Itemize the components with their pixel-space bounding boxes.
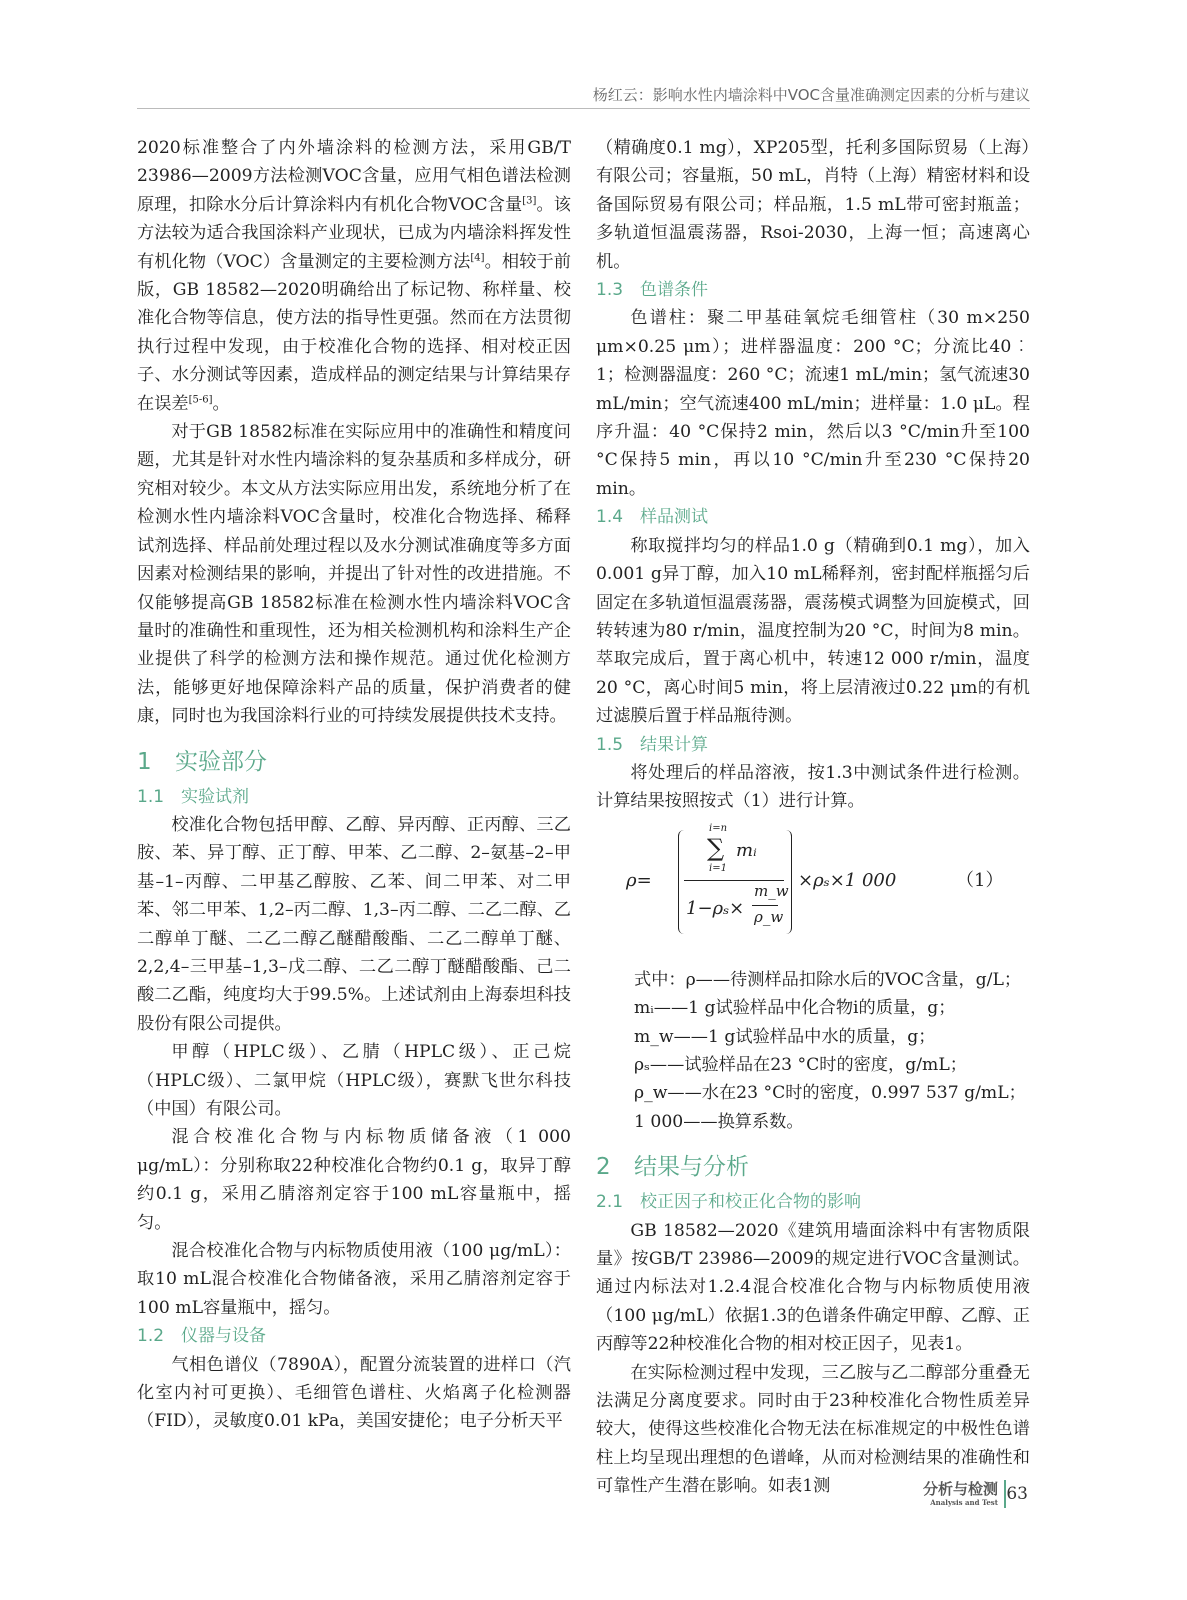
definition: 式中：ρ——待测样品扣除水后的VOC含量，g/L； xyxy=(634,969,1022,990)
heading-number: 2 xyxy=(596,1154,611,1181)
paragraph xyxy=(137,1351,571,1436)
text-run: 对于GB 18582标准在实际应用中的准确性和精度问题，尤其是针对水性内墙涂料的复杂基质和多样成分，研究相对较少。本文从方法实际应用出发，系统地分析了在检测水性内墙涂料VOC含量时，校准化合物选择、稀释试剂选择、样品前处理过程以及水分测试准确度等多方面因素对检测结果的影响，并提出了针对性的改进措施。不仅能够提高GB 18582标准在检测水性内墙涂料VOC含量时的准确性和重现性，还为相关检测机构和涂料生产企业提供了科学的检测方法和操作规范。通过优化检测方法，能够更好地保障涂料产品的质量，保护消费者的健康，同时也为我国涂料行业的可持续发展提供技术支持。 xyxy=(137,422,571,727)
heading-text: 结果计算 xyxy=(640,734,708,755)
heading-text: 样品测试 xyxy=(640,507,708,528)
heading-number: 1.3 xyxy=(596,280,624,301)
journal-name: 分析与检测 xyxy=(922,1480,998,1498)
running-header xyxy=(137,84,1030,109)
section-heading xyxy=(596,1150,1030,1184)
definition: ρₛ——试验样品在23 °C时的密度，g/mL； xyxy=(634,1054,967,1075)
heading-text: 校正因子和校正化合物的影响 xyxy=(640,1192,861,1213)
text-run: 校准化合物包括甲醇、乙醇、异丙醇、正丙醇、三乙胺、苯、异丁醇、正丁醇、甲苯、乙二醇、2–氨基–2–甲基–1–丙醇、二甲基乙醇胺、乙苯、间二甲苯、对二甲苯、邻二甲苯、1,2–丙二醇、1,3–丙二醇、二乙二醇、乙二醇单丁醚、二乙二醇乙醚醋酸酯、二乙二醇单丁醚、2,2,4–三甲基–1,3–戊二醇、二乙二醇丁醚醋酸酯、己二酸二乙酯，纯度均大于99.5%。上述试剂由上海泰坦科技股份有限公司提供。 xyxy=(137,814,571,1034)
symbol-definitions xyxy=(596,966,1030,1136)
paragraph xyxy=(596,1217,1030,1359)
subsection-heading xyxy=(137,783,571,811)
brackets xyxy=(678,830,792,934)
eq-sum-bottom: i=1 xyxy=(709,862,727,874)
text-run: 色谱柱：聚二甲基硅氧烷毛细管柱（30 m×250 μm×0.25 μm）；进样器温度：200 °C；分流比40︰1；检测器温度：260 °C；流速1 mL/min；氢气流速30 mL/min；空气流速400 mL/min；进样量：1.0 μL。程序升温：40 °C保持2 min，然后以3 °C/min升至100 °C保持5 min，再以10 °C/min升至230 °C保持20 min。 xyxy=(596,308,1030,499)
heading-number: 1.4 xyxy=(596,507,624,528)
text-run: （精确度0.1 mg），XP205型，托利多国际贸易（上海）有限公司；容量瓶，50 mL，肖特（上海）精密材料和设备国际贸易有限公司；样品瓶，1.5 mL带可密封瓶盖；多轨道恒温震荡器，Rsoi-2030，上海一恒；高速离心机。 xyxy=(596,138,1030,272)
heading-number: 1.1 xyxy=(137,786,165,807)
running-title: 杨红云：影响水性内墙涂料中VOC含量准确测定因素的分析与建议 xyxy=(592,86,1030,104)
section-heading xyxy=(137,745,571,779)
subsection-heading xyxy=(596,276,1030,304)
definition: ρ_w——水在23 °C时的密度，0.997 537 g/mL； xyxy=(634,1083,1026,1104)
text-run: 甲醇（HPLC级）、乙腈（HPLC级）、正己烷（HPLC级）、二氯甲烷（HPLC级），赛默飞世尔科技（中国）有限公司。 xyxy=(137,1042,571,1119)
paragraph xyxy=(137,1237,571,1322)
eq-frac-num: m_w xyxy=(754,881,789,900)
heading-number: 1 xyxy=(137,748,152,775)
citation: [4] xyxy=(470,251,485,263)
paragraph xyxy=(596,759,1030,816)
heading-number: 1.2 xyxy=(137,1326,165,1347)
text-run: 将处理后的样品溶液，按1.3中测试条件进行检测。计算结果按照按式（1）进行计算。 xyxy=(596,762,1030,812)
definition: 1 000——换算系数。 xyxy=(634,1111,804,1132)
text-run: 混合校准化合物与内标物质使用液（100 μg/mL）：取10 mL混合校准化合物储备液，采用乙腈溶剂定容于100 mL容量瓶中，摇匀。 xyxy=(137,1241,571,1318)
heading-number: 2.1 xyxy=(596,1192,624,1213)
eq-lhs: ρ= xyxy=(626,869,652,891)
text-run: 。相较于前版，GB 18582—2020明确给出了标记物、称样量、校准化合物等信息，使方法的指导性更强。然而在方法贯彻执行过程中发现，由于校准化合物的选择、相对校正因子、水分测试等因素，造成样品的测定结果与计算结果存在误差 xyxy=(137,251,571,414)
heading-text: 实验试剂 xyxy=(181,786,249,807)
heading-text: 实验部分 xyxy=(175,748,267,775)
page-footer xyxy=(900,1478,1040,1512)
heading-number: 1.5 xyxy=(596,734,624,755)
definition: m_w——1 g试验样品中水的质量，g； xyxy=(634,1026,936,1047)
paragraph xyxy=(137,811,571,1038)
equation xyxy=(596,824,1030,948)
subsection-heading xyxy=(596,731,1030,759)
citation: [5-6] xyxy=(188,393,213,405)
heading-text: 色谱条件 xyxy=(640,280,708,301)
left-column xyxy=(137,134,571,1436)
text-run: 在实际检测过程中发现，三乙胺与乙二醇部分重叠无法满足分离度要求。同时由于23种校准化合物性质差异较大，使得这些校准化合物无法在标准规定的中极性色谱柱上均呈现出理想的色谱峰，从而对检测结果的准确性和可靠性产生潜在影响。如表1测 xyxy=(596,1362,1030,1497)
text-run: GB 18582—2020《建筑用墙面涂料中有害物质限量》按GB/T 23986—2009的规定进行VOC含量测试。通过内标法对1.2.4混合校准化合物与内标物质使用液（100 μg/mL）依据1.3的色谱条件确定甲醇、乙醇、正丙醇等22种校准化合物的相对校正因子，见表1。 xyxy=(596,1220,1030,1355)
paragraph xyxy=(596,304,1030,503)
eq-sum-top: i=n xyxy=(709,822,728,834)
subsection-heading xyxy=(596,503,1030,531)
paragraph xyxy=(137,1123,571,1237)
right-column xyxy=(596,134,1030,1501)
citation: [3] xyxy=(522,195,537,207)
subsection-heading xyxy=(137,1322,571,1350)
eq-rhs: ×ρₛ×1 000 xyxy=(798,869,897,891)
journal-name-en: Analysis and Test xyxy=(930,1498,998,1507)
page-number: 63 xyxy=(1006,1484,1028,1504)
paragraph xyxy=(137,418,571,730)
text-run: 2020标准整合了内外墙涂料的检测方法，采用GB/T 23986—2009方法检测VOC含量，应用气相色谱法检测原理，扣除水分后计算涂料内有机化合物VOC含量 xyxy=(137,138,571,215)
text-run: 混合校准化合物与内标物质储备液（1 000 μg/mL）：分别称取22种校准化合物约0.1 g，取异丁醇约0.1 g，采用乙腈溶剂定容于100 mL容量瓶中，摇匀。 xyxy=(137,1127,571,1233)
eq-eqno: （1） xyxy=(956,869,1004,891)
heading-text: 仪器与设备 xyxy=(181,1326,266,1347)
sum-sign: ∑ xyxy=(707,833,725,862)
text-run: 气相色谱仪（7890A），配置分流装置的进样口（汽化室内衬可更换）、毛细管色谱柱、火焰离子化检测器（FID），灵敏度0.01 kPa，美国安捷伦；电子分析天平 xyxy=(137,1354,571,1432)
paragraph xyxy=(596,134,1030,276)
heading-text: 结果与分析 xyxy=(634,1154,749,1181)
subsection-heading xyxy=(596,1188,1030,1216)
paragraph xyxy=(137,1038,571,1123)
paragraph xyxy=(596,532,1030,731)
eq-frac-den: ρ_w xyxy=(754,907,784,926)
text-run: 称取搅拌均匀的样品1.0 g（精确到0.1 mg），加入0.001 g异丁醇，加入10 mL稀释剂，密封配样瓶摇匀后固定在多轨道恒温震荡器，震荡模式调整为回旋模式，回转转速为80 r/min，温度控制为20 °C，时间为8 min。萃取完成后，置于离心机中，转速12 000 r/min，温度20 °C，离心时间5 min，将上层清液过0.22 μm的有机过滤膜后置于样品瓶待测。 xyxy=(596,535,1030,727)
definition: mᵢ——1 g试验样品中化合物i的质量，g； xyxy=(634,998,956,1019)
text-run: 。 xyxy=(212,393,230,414)
text-run: 。该方法较为适合我国涂料产业现状，已成为内墙涂料挥发性有机化物（VOC）含量测定的主要检测方法 xyxy=(137,194,571,272)
paragraph xyxy=(137,134,571,418)
eq-denom-a: 1−ρₛ× xyxy=(686,897,745,919)
eq-numer: mᵢ xyxy=(736,839,757,861)
